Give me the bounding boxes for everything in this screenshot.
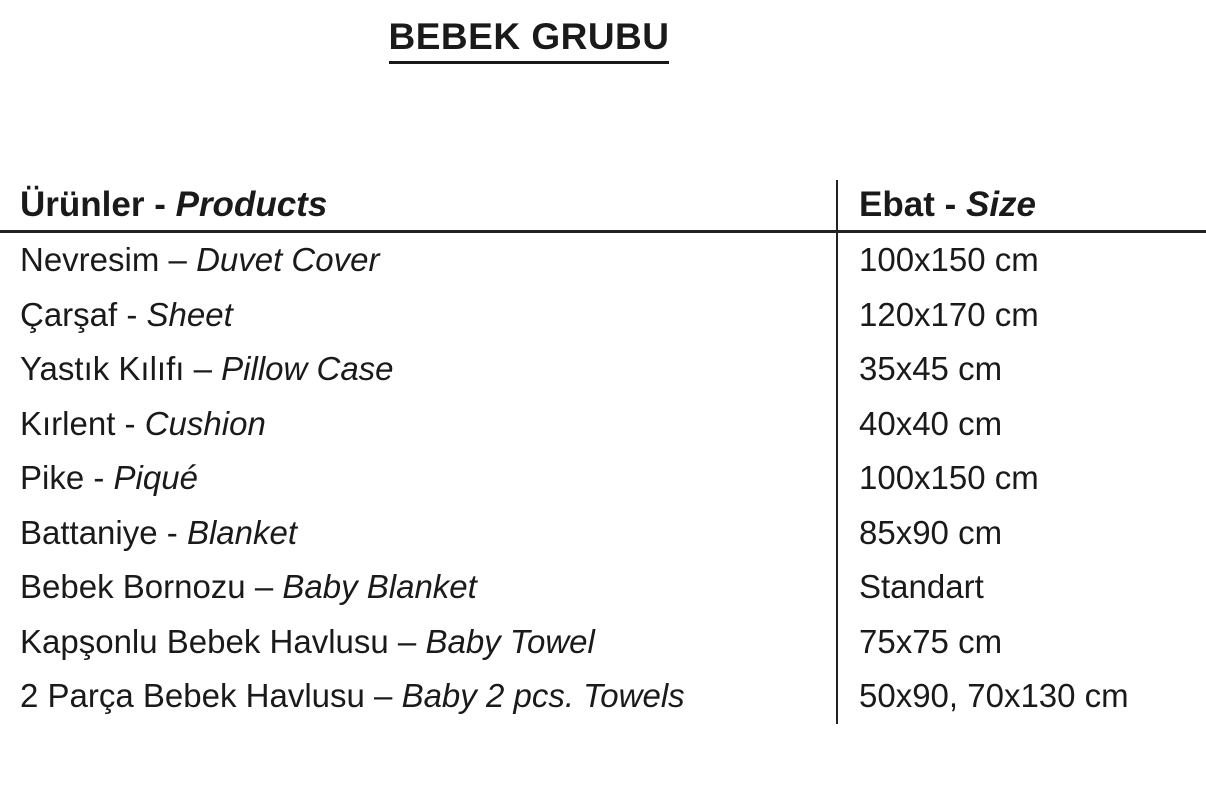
size-value: 100x150 cm — [859, 241, 1039, 278]
product-name-en: Pillow Case — [221, 350, 394, 387]
size-cell — [838, 669, 1206, 724]
product-name-tr: Nevresim — [20, 241, 160, 278]
row-dash: – — [193, 350, 212, 387]
table-row — [0, 288, 1206, 343]
products-header-cell — [0, 180, 838, 230]
size-header-dash: - — [944, 185, 957, 224]
product-cell — [0, 560, 838, 615]
table-row — [0, 451, 1206, 506]
table-row — [0, 560, 1206, 615]
product-name-tr: Bebek Bornozu — [20, 568, 246, 605]
size-cell — [838, 233, 1206, 288]
size-cell — [838, 397, 1206, 452]
row-dash: - — [124, 404, 136, 442]
table-row — [0, 669, 1206, 724]
size-table — [0, 180, 1206, 724]
size-header-tr: Ebat — [859, 185, 935, 224]
product-name-en: Sheet — [146, 295, 233, 333]
page-title: BEBEK GRUBU — [389, 16, 670, 64]
product-name-tr: Yastık Kılıfı — [20, 350, 185, 387]
row-dash: – — [168, 241, 187, 278]
product-cell — [0, 397, 838, 452]
size-value: 85x90 cm — [859, 513, 1003, 551]
product-cell — [0, 233, 838, 288]
table-header-row — [0, 180, 1206, 233]
size-value: 100x150 cm — [859, 459, 1039, 496]
product-name-en: Piqué — [113, 459, 198, 496]
product-name-en: Duvet Cover — [196, 241, 380, 278]
size-cell — [838, 288, 1206, 343]
product-cell — [0, 669, 838, 724]
table-row — [0, 342, 1206, 397]
product-cell — [0, 615, 838, 670]
product-cell — [0, 342, 838, 397]
products-header-tr: Ürünler — [20, 185, 145, 224]
table-row — [0, 233, 1206, 288]
size-value: 40x40 cm — [859, 404, 1003, 442]
row-dash: - — [166, 513, 178, 551]
row-dash: – — [254, 568, 274, 605]
size-value: 120x170 cm — [859, 295, 1039, 333]
row-dash: - — [93, 459, 105, 496]
size-cell — [838, 451, 1206, 506]
size-cell — [838, 615, 1206, 670]
table-row — [0, 506, 1206, 561]
row-dash: - — [126, 295, 138, 333]
product-cell — [0, 506, 838, 561]
product-cell — [0, 288, 838, 343]
products-header-dash: - — [154, 185, 166, 224]
row-dash: – — [397, 622, 417, 660]
size-value: 50x90, 70x130 cm — [859, 677, 1129, 714]
product-name-en: Cushion — [144, 404, 266, 442]
size-cell — [838, 560, 1206, 615]
product-name-en: Baby 2 pcs. Towels — [401, 677, 685, 714]
size-cell — [838, 342, 1206, 397]
products-header-en: Products — [175, 185, 328, 224]
size-cell — [838, 506, 1206, 561]
size-value: Standart — [859, 568, 984, 605]
table-row — [0, 615, 1206, 670]
product-name-tr: Battaniye — [20, 513, 158, 551]
size-value: 75x75 cm — [859, 622, 1003, 660]
product-name-tr: Kapşonlu Bebek Havlusu — [20, 622, 389, 660]
product-name-en: Blanket — [186, 513, 298, 551]
product-name-tr: Pike — [20, 459, 85, 496]
title-container — [0, 0, 1058, 64]
product-name-en: Baby Blanket — [282, 568, 477, 605]
product-name-en: Baby Towel — [425, 622, 595, 660]
table-row — [0, 397, 1206, 452]
product-name-tr: Çarşaf — [20, 295, 118, 333]
row-dash: – — [374, 677, 393, 714]
product-cell — [0, 451, 838, 506]
size-header-en: Size — [965, 185, 1037, 224]
product-name-tr: Kırlent — [20, 404, 116, 442]
product-name-tr: 2 Parça Bebek Havlusu — [20, 677, 365, 714]
size-value: 35x45 cm — [859, 350, 1003, 387]
size-header-cell — [838, 180, 1206, 230]
